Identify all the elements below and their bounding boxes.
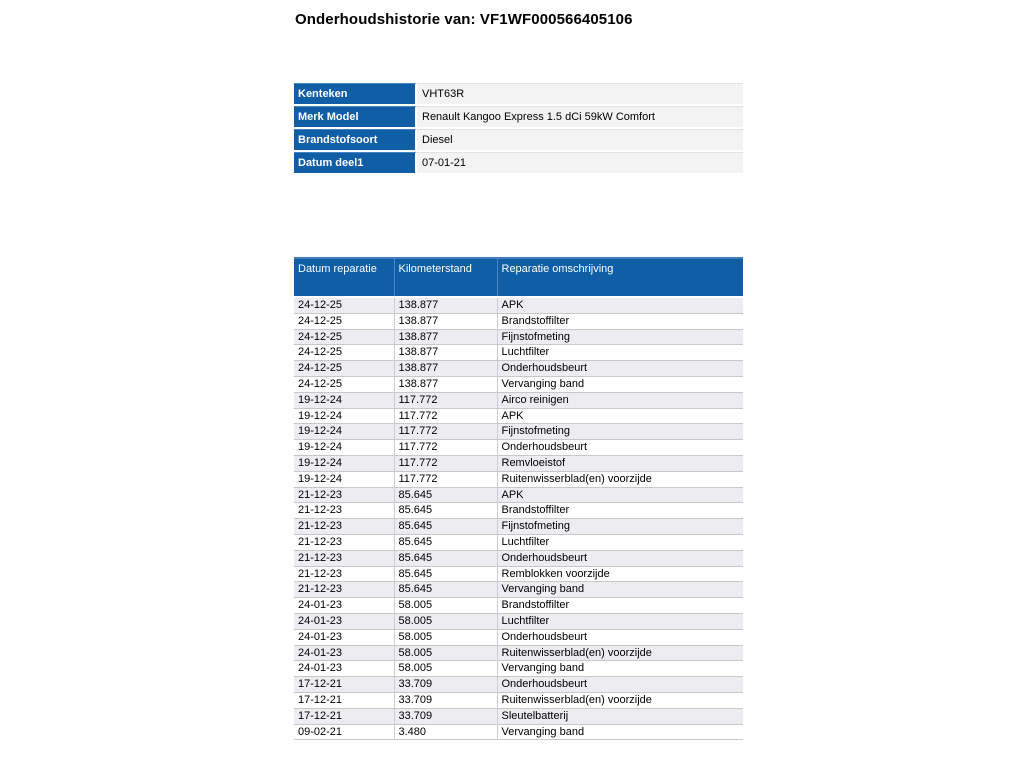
cell-kilometerstand: 85.645 — [394, 534, 497, 550]
cell-datum-reparatie: 24-12-25 — [294, 313, 394, 329]
cell-reparatie-omschrijving: APK — [497, 487, 743, 503]
cell-kilometerstand: 58.005 — [394, 629, 497, 645]
cell-reparatie-omschrijving: Sleutelbatterij — [497, 708, 743, 724]
vehicle-info-label: Datum deel1 — [294, 152, 417, 173]
cell-reparatie-omschrijving: Onderhoudsbeurt — [497, 550, 743, 566]
table-row — [294, 645, 743, 661]
cell-datum-reparatie: 17-12-21 — [294, 677, 394, 693]
cell-datum-reparatie: 19-12-24 — [294, 455, 394, 471]
cell-kilometerstand: 58.005 — [394, 598, 497, 614]
cell-datum-reparatie: 21-12-23 — [294, 582, 394, 598]
maintenance-table-header — [294, 258, 743, 297]
cell-reparatie-omschrijving: Remblokken voorzijde — [497, 566, 743, 582]
cell-datum-reparatie: 19-12-24 — [294, 408, 394, 424]
cell-datum-reparatie: 24-12-25 — [294, 297, 394, 313]
table-row — [294, 361, 743, 377]
table-row — [294, 550, 743, 566]
cell-reparatie-omschrijving: APK — [497, 297, 743, 313]
cell-reparatie-omschrijving: Remvloeistof — [497, 455, 743, 471]
cell-kilometerstand: 117.772 — [394, 471, 497, 487]
cell-datum-reparatie: 21-12-23 — [294, 534, 394, 550]
table-row — [294, 629, 743, 645]
cell-reparatie-omschrijving: APK — [497, 408, 743, 424]
table-row — [294, 708, 743, 724]
table-row — [294, 392, 743, 408]
cell-kilometerstand: 3.480 — [394, 724, 497, 740]
cell-datum-reparatie: 17-12-21 — [294, 692, 394, 708]
cell-datum-reparatie: 21-12-23 — [294, 519, 394, 535]
table-row — [294, 661, 743, 677]
cell-datum-reparatie: 24-01-23 — [294, 645, 394, 661]
table-row — [294, 440, 743, 456]
cell-datum-reparatie: 24-12-25 — [294, 376, 394, 392]
vehicle-info-row — [294, 152, 743, 173]
table-row — [294, 297, 743, 313]
cell-kilometerstand: 138.877 — [394, 345, 497, 361]
cell-datum-reparatie: 24-12-25 — [294, 329, 394, 345]
vehicle-info-row — [294, 106, 743, 127]
cell-reparatie-omschrijving: Luchtfilter — [497, 345, 743, 361]
cell-reparatie-omschrijving: Onderhoudsbeurt — [497, 361, 743, 377]
cell-kilometerstand: 58.005 — [394, 645, 497, 661]
table-row — [294, 345, 743, 361]
cell-kilometerstand: 85.645 — [394, 519, 497, 535]
cell-datum-reparatie: 19-12-24 — [294, 440, 394, 456]
table-row — [294, 408, 743, 424]
cell-reparatie-omschrijving: Onderhoudsbeurt — [497, 629, 743, 645]
cell-reparatie-omschrijving: Vervanging band — [497, 376, 743, 392]
table-row — [294, 455, 743, 471]
cell-reparatie-omschrijving: Fijnstofmeting — [497, 329, 743, 345]
cell-kilometerstand: 33.709 — [394, 677, 497, 693]
cell-datum-reparatie: 24-12-25 — [294, 361, 394, 377]
vehicle-info-value: 07-01-21 — [417, 152, 743, 173]
table-row — [294, 692, 743, 708]
cell-kilometerstand: 85.645 — [394, 487, 497, 503]
cell-reparatie-omschrijving: Luchtfilter — [497, 534, 743, 550]
table-row — [294, 582, 743, 598]
cell-reparatie-omschrijving: Brandstoffilter — [497, 313, 743, 329]
table-row — [294, 519, 743, 535]
table-row — [294, 677, 743, 693]
cell-kilometerstand: 138.877 — [394, 361, 497, 377]
cell-reparatie-omschrijving: Vervanging band — [497, 724, 743, 740]
table-row — [294, 487, 743, 503]
vehicle-info-label: Kenteken — [294, 83, 417, 104]
cell-reparatie-omschrijving: Fijnstofmeting — [497, 519, 743, 535]
cell-kilometerstand: 85.645 — [394, 566, 497, 582]
cell-kilometerstand: 85.645 — [394, 550, 497, 566]
maintenance-history-table — [294, 257, 743, 740]
cell-kilometerstand: 58.005 — [394, 613, 497, 629]
cell-datum-reparatie: 19-12-24 — [294, 424, 394, 440]
cell-kilometerstand: 33.709 — [394, 708, 497, 724]
cell-kilometerstand: 58.005 — [394, 661, 497, 677]
table-row — [294, 598, 743, 614]
cell-kilometerstand: 138.877 — [394, 329, 497, 345]
maintenance-header-row — [294, 258, 743, 297]
cell-reparatie-omschrijving: Fijnstofmeting — [497, 424, 743, 440]
vehicle-info-label: Brandstofsoort — [294, 129, 417, 150]
cell-datum-reparatie: 24-01-23 — [294, 629, 394, 645]
cell-datum-reparatie: 21-12-23 — [294, 566, 394, 582]
cell-reparatie-omschrijving: Onderhoudsbeurt — [497, 440, 743, 456]
cell-kilometerstand: 117.772 — [394, 455, 497, 471]
vehicle-info-label: Merk Model — [294, 106, 417, 127]
cell-datum-reparatie: 24-01-23 — [294, 613, 394, 629]
table-row — [294, 613, 743, 629]
cell-kilometerstand: 117.772 — [394, 440, 497, 456]
vehicle-info-table — [294, 81, 743, 175]
table-row — [294, 471, 743, 487]
cell-reparatie-omschrijving: Vervanging band — [497, 582, 743, 598]
cell-datum-reparatie: 24-01-23 — [294, 661, 394, 677]
table-row — [294, 724, 743, 740]
cell-kilometerstand: 117.772 — [394, 392, 497, 408]
cell-reparatie-omschrijving: Vervanging band — [497, 661, 743, 677]
table-row — [294, 313, 743, 329]
cell-datum-reparatie: 21-12-23 — [294, 487, 394, 503]
vehicle-info-row — [294, 129, 743, 150]
cell-reparatie-omschrijving: Ruitenwisserblad(en) voorzijde — [497, 645, 743, 661]
cell-reparatie-omschrijving: Airco reinigen — [497, 392, 743, 408]
col-header-reparatie-omschrijving: Reparatie omschrijving — [497, 258, 743, 297]
cell-reparatie-omschrijving: Ruitenwisserblad(en) voorzijde — [497, 692, 743, 708]
page-title: Onderhoudshistorie van: VF1WF000566405106 — [295, 11, 633, 28]
table-row — [294, 424, 743, 440]
cell-reparatie-omschrijving: Brandstoffilter — [497, 598, 743, 614]
col-header-datum-reparatie: Datum reparatie — [294, 258, 394, 297]
cell-reparatie-omschrijving: Brandstoffilter — [497, 503, 743, 519]
cell-datum-reparatie: 21-12-23 — [294, 550, 394, 566]
maintenance-table-body — [294, 297, 743, 740]
cell-datum-reparatie: 09-02-21 — [294, 724, 394, 740]
cell-reparatie-omschrijving: Luchtfilter — [497, 613, 743, 629]
vehicle-info-value: VHT63R — [417, 83, 743, 104]
table-row — [294, 534, 743, 550]
col-header-kilometerstand: Kilometerstand — [394, 258, 497, 297]
cell-kilometerstand: 138.877 — [394, 297, 497, 313]
cell-kilometerstand: 138.877 — [394, 376, 497, 392]
cell-kilometerstand: 138.877 — [394, 313, 497, 329]
cell-datum-reparatie: 24-01-23 — [294, 598, 394, 614]
cell-reparatie-omschrijving: Ruitenwisserblad(en) voorzijde — [497, 471, 743, 487]
cell-datum-reparatie: 21-12-23 — [294, 503, 394, 519]
table-row — [294, 566, 743, 582]
vehicle-info-value: Renault Kangoo Express 1.5 dCi 59kW Comfort — [417, 106, 743, 127]
cell-datum-reparatie: 17-12-21 — [294, 708, 394, 724]
cell-reparatie-omschrijving: Onderhoudsbeurt — [497, 677, 743, 693]
vehicle-info-row — [294, 83, 743, 104]
cell-datum-reparatie: 24-12-25 — [294, 345, 394, 361]
cell-datum-reparatie: 19-12-24 — [294, 392, 394, 408]
cell-datum-reparatie: 19-12-24 — [294, 471, 394, 487]
table-row — [294, 503, 743, 519]
cell-kilometerstand: 85.645 — [394, 503, 497, 519]
cell-kilometerstand: 85.645 — [394, 582, 497, 598]
cell-kilometerstand: 117.772 — [394, 424, 497, 440]
table-row — [294, 329, 743, 345]
table-row — [294, 376, 743, 392]
cell-kilometerstand: 33.709 — [394, 692, 497, 708]
cell-kilometerstand: 117.772 — [394, 408, 497, 424]
vehicle-info-value: Diesel — [417, 129, 743, 150]
vehicle-info-table-body — [294, 83, 743, 173]
